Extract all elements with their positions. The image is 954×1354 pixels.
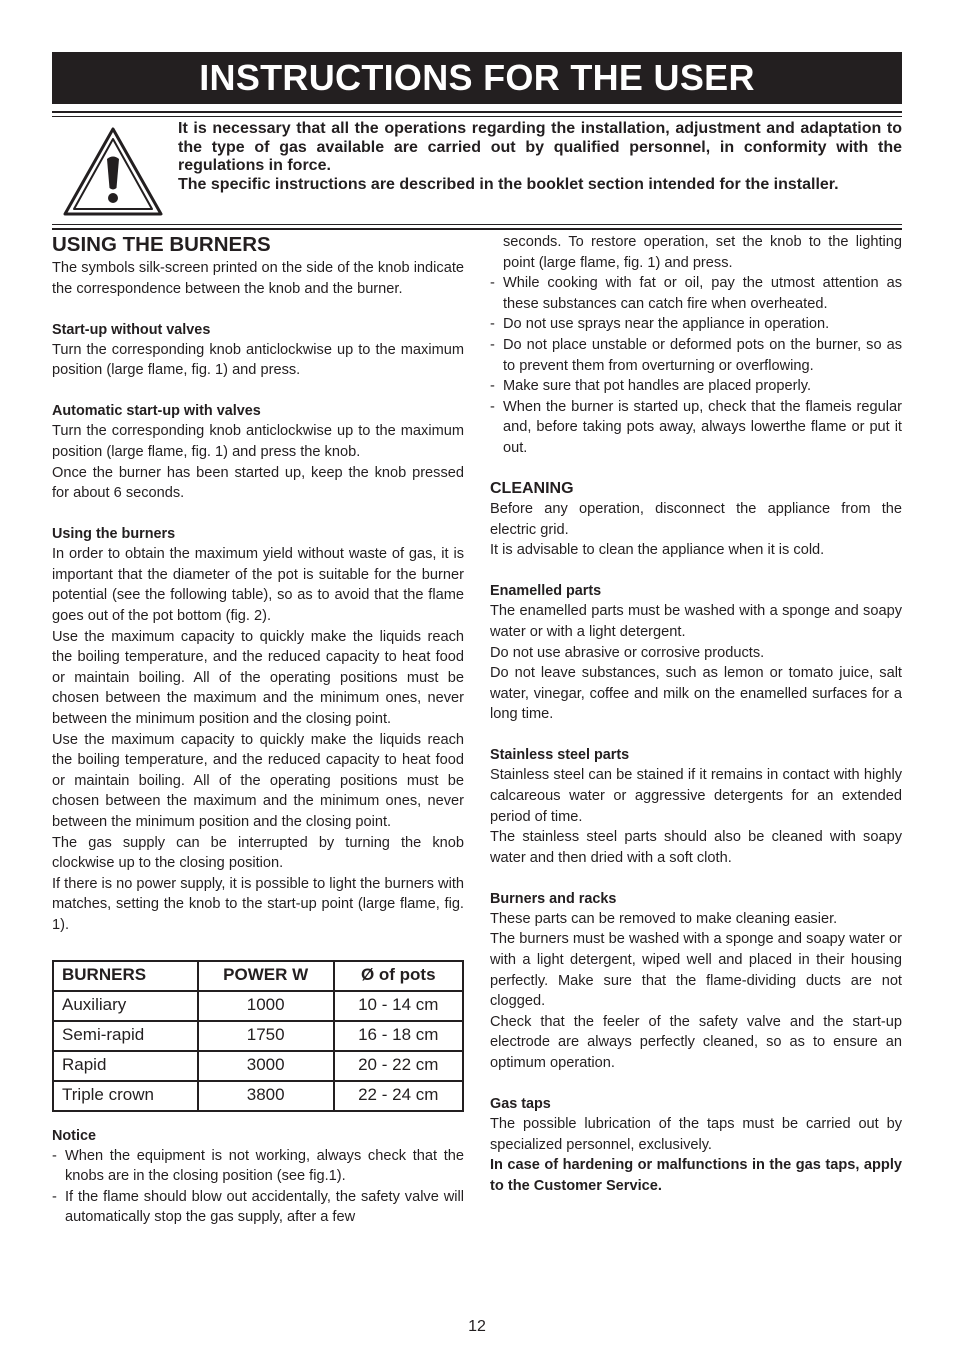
table-row	[53, 1081, 463, 1111]
warning-paragraph: The specific instructions are described in the booklet section intended for the installer.	[178, 175, 839, 193]
subheading-stainless-steel: Stainless steel parts	[490, 747, 630, 764]
table-row	[53, 1021, 463, 1051]
list-item: - If the flame should blow out accidentally, the safety valve will automatically stop the gas supply, after a few	[52, 1187, 464, 1228]
notice-list	[52, 1146, 464, 1228]
subheading-automatic-startup: Automatic start-up with valves	[52, 403, 261, 420]
table-header-row	[53, 961, 463, 991]
paragraph: The possible lubrication of the taps must be carried out by specialized personnel, exclusively.	[490, 1116, 902, 1153]
paragraph: In order to obtain the maximum yield without waste of gas, it is important that the diameter of the pot is suitable for the burner potential (see the following table), so as to avoid that the flame goes out of the pot bottom (fig. 2).	[52, 546, 464, 625]
table-cell: Semi-rapid	[53, 1021, 198, 1051]
paragraph: Turn the corresponding knob anticlockwise up to the maximum position (large flame, fig. 1) and press the knob.	[52, 423, 464, 460]
subheading-startup-without-valves: Start-up without valves	[52, 321, 211, 338]
right-column	[490, 232, 902, 1196]
subheading-gas-taps: Gas taps	[490, 1096, 551, 1113]
table-cell: 3800	[198, 1081, 334, 1111]
list-item: - Do not place unstable or deformed pots on the burner, so as to prevent them from overturning or overflowing.	[490, 335, 902, 376]
table-cell: 16 - 18 cm	[334, 1021, 464, 1051]
paragraph: Do not use abrasive or corrosive products.	[490, 644, 765, 661]
paragraph: Do not leave substances, such as lemon or tomato juice, salt water, vinegar, coffee and milk on the enamelled surfaces for a long time.	[490, 665, 902, 723]
paragraph: If there is no power supply, it is possible to light the burners with matches, setting the knob to the start-up point (large flame, fig. 1).	[52, 875, 464, 933]
warning-triangle-icon	[61, 126, 165, 218]
list-item: - When the equipment is not working, always check that the knobs are in the closing position (see fig.1).	[52, 1146, 464, 1187]
list-item: - While cooking with fat or oil, pay the utmost attention as these substances can catch fire when overheated.	[490, 273, 902, 314]
table-cell: Auxiliary	[53, 991, 198, 1021]
list-item: - Make sure that pot handles are placed properly.	[490, 376, 902, 397]
list-item-continued: seconds. To restore operation, set the knob to the lighting point (large flame, fig. 1) and press.	[503, 234, 902, 271]
paragraph: Stainless steel can be stained if it remains in contact with highly calcareous water or aggressive detergents for an extended period of time.	[490, 767, 902, 825]
table-header: POWER W	[198, 961, 334, 991]
paragraph: Before any operation, disconnect the appliance from the electric grid.	[490, 501, 902, 538]
list-item: - When the burner is started up, check that the flameis regular and, before taking pots away, always lowerthe flame or put it out.	[490, 397, 902, 459]
top-divider	[52, 111, 902, 113]
bottom-divider	[52, 228, 902, 230]
paragraph: It is advisable to clean the appliance when it is cold.	[490, 542, 825, 559]
table-cell: 3000	[198, 1051, 334, 1081]
table-cell: 22 - 24 cm	[334, 1081, 464, 1111]
burners-table	[52, 960, 464, 1112]
table-cell: Rapid	[53, 1051, 198, 1081]
table-cell: 1000	[198, 991, 334, 1021]
left-column	[52, 232, 464, 1228]
paragraph: Use the maximum capacity to quickly make the liquids reach the boiling temperature, and the reduced capacity to heat food or maintain boiling. All of the operating positions must be chosen between the maximum and the minimum ones, never between the minimum position and the closing point.	[52, 628, 464, 727]
paragraph: The gas supply can be interrupted by turning the knob clockwise up to the closing position.	[52, 834, 464, 872]
section-heading-cleaning: CLEANING	[490, 480, 574, 498]
paragraph: Once the burner has been started up, keep the knob pressed for about 6 seconds.	[52, 464, 464, 502]
list-item: - Do not use sprays near the appliance in operation.	[490, 314, 902, 335]
warning-paragraph: It is necessary that all the operations regarding the installation, adjustment and adaptation to the type of gas available are carried out by qualified personnel, in conformity with the regulations in force.	[178, 120, 902, 174]
table-row	[53, 991, 463, 1021]
notice-list-continued	[490, 273, 902, 458]
warning-box	[178, 120, 902, 194]
page-number: 12	[468, 1318, 486, 1335]
paragraph: The burners must be washed with a sponge and soapy water or with a light detergent, wiped well and placed in their housing perfectly. Make sure that the flame-dividing ducts are not clogged.	[490, 931, 902, 1010]
table-cell: Triple crown	[53, 1081, 198, 1111]
paragraph: The symbols silk-screen printed on the side of the knob indicate the correspondence between the knob and the burner.	[52, 260, 464, 297]
paragraph-bold: In case of hardening or malfunctions in the gas taps, apply to the Customer Service.	[490, 1157, 902, 1194]
table-cell: 20 - 22 cm	[334, 1051, 464, 1081]
paragraph: Turn the corresponding knob anticlockwise up to the maximum position (large flame, fig. 1) and press.	[52, 341, 464, 379]
bottom-divider-thin	[52, 224, 902, 225]
subheading-burners-racks: Burners and racks	[490, 890, 617, 907]
page-title: INSTRUCTIONS FOR THE USER	[52, 52, 902, 104]
subheading-using-burners: Using the burners	[52, 526, 176, 543]
paragraph: The stainless steel parts should also be cleaned with soapy water and then dried with a soft cloth.	[490, 829, 902, 866]
top-divider-thin	[52, 116, 902, 117]
paragraph: Use the maximum capacity to quickly make the liquids reach the boiling temperature, and the reduced capacity to heat food or maintain boiling. All of the operating positions must be chosen between the maximum and the minimum ones, never between the minimum position and the closing point.	[52, 731, 464, 830]
paragraph: Check that the feeler of the safety valve and the start-up electrode are always perfectly cleaned, so as to ensure an optimum operation.	[490, 1013, 902, 1071]
table-cell: 10 - 14 cm	[334, 991, 464, 1021]
paragraph: The enamelled parts must be washed with a sponge and soapy water or with a light detergent.	[490, 603, 902, 640]
table-row	[53, 1051, 463, 1081]
table-header: BURNERS	[53, 961, 198, 991]
paragraph: These parts can be removed to make cleaning easier.	[490, 910, 838, 927]
table-cell: 1750	[198, 1021, 334, 1051]
subheading-notice: Notice	[52, 1127, 96, 1144]
section-heading-using-burners: USING THE BURNERS	[52, 233, 271, 256]
subheading-enamelled-parts: Enamelled parts	[490, 583, 602, 600]
table-header: Ø of pots	[334, 961, 464, 991]
